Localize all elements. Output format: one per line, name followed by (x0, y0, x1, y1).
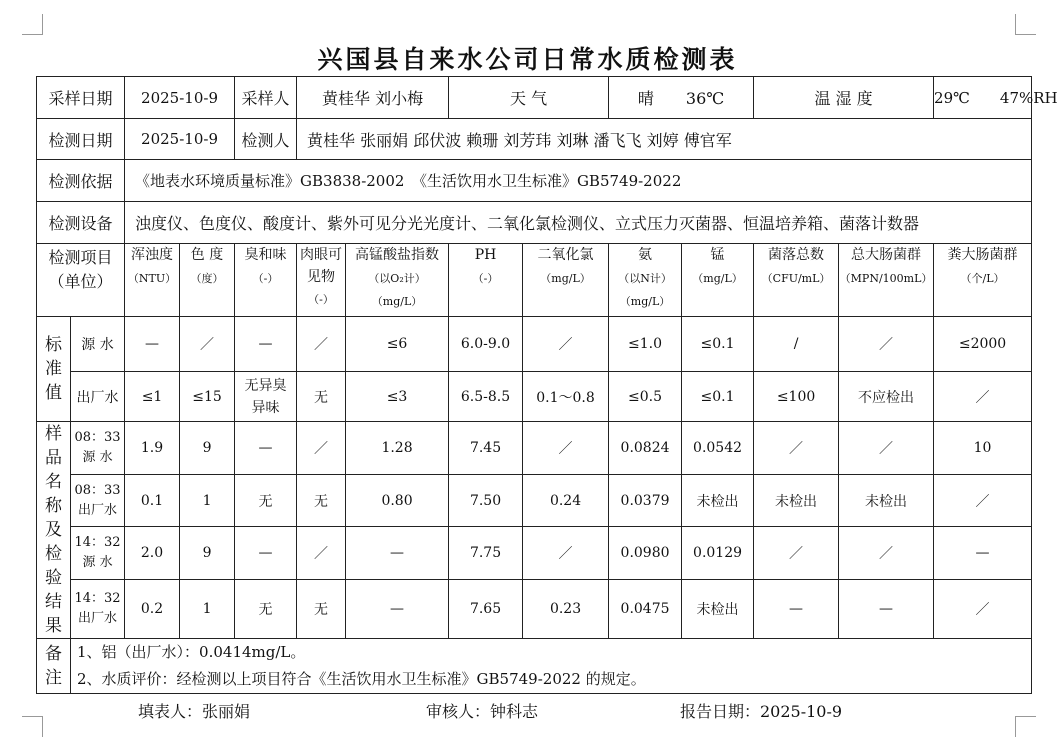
col-name: 肉眼可见物 (300, 247, 343, 285)
value-cell: 0.23 (523, 580, 609, 639)
report-date: 报告日期：2025-10-9 (680, 702, 843, 721)
reviewer-signature: 审核人：钟科志 (426, 702, 539, 721)
value-cell: 1 (180, 474, 235, 527)
document-title: 兴国县自来水公司日常水质检测表 (317, 45, 738, 74)
value-cell: 0.24 (523, 474, 609, 527)
value-cell: 0.0129 (682, 527, 754, 580)
col-unit: （mg/L） (371, 295, 423, 308)
value-cell: 无 (297, 580, 346, 639)
col-name: 臭和味 (244, 247, 287, 263)
col-name: 总大肠菌群 (851, 247, 922, 263)
filler-signature: 填表人：张丽娟 (138, 702, 251, 721)
crop-mark (22, 14, 43, 35)
col-header (934, 244, 1032, 317)
test-date-value: 2025-10-9 (125, 119, 235, 160)
standard-row-finished (37, 372, 1032, 422)
value-cell: 无 (297, 372, 346, 422)
col-name: 浑浊度 (131, 247, 174, 263)
remark-line: 1、铝（出厂水）：0.0414mg/L。 (77, 643, 306, 661)
value-cell: 无 (235, 580, 297, 639)
equipment-label: 检测设备 (37, 202, 125, 244)
equipment-row (37, 202, 1032, 244)
weather-label: 天 气 (449, 77, 609, 119)
col-header (839, 244, 934, 317)
sample-name: 出厂水 (78, 611, 118, 627)
value-cell: ≤6 (346, 317, 449, 372)
col-unit: （-） (252, 272, 279, 285)
value-cell: 0.2 (125, 580, 180, 639)
item-label-line: 检测项目 (48, 248, 113, 267)
weather-value: 晴 36℃ (609, 77, 754, 119)
water-quality-table (36, 76, 1058, 694)
sample-row (37, 580, 1032, 639)
sample-time: 14：32 (74, 535, 121, 551)
samples-label: 样品名称及检验结果 (37, 422, 71, 639)
tester-value: 黄桂华 张丽娟 邱伏波 赖珊 刘芳玮 刘琳 潘飞飞 刘婷 傅官军 (297, 119, 1032, 160)
col-name: 二氧化氯 (537, 247, 594, 263)
value-cell: 1 (180, 580, 235, 639)
value-cell: ≤1.0 (609, 317, 682, 372)
value-cell: 7.65 (449, 580, 523, 639)
col-header (235, 244, 297, 317)
value-cell: ／ (839, 422, 934, 475)
value-cell: ／ (523, 317, 609, 372)
row-name: 出厂水 (71, 372, 125, 422)
sample-name: 源 水 (82, 555, 113, 571)
value-cell: 7.45 (449, 422, 523, 475)
value-cell: — (754, 580, 839, 639)
col-unit: （-） (308, 293, 334, 306)
value-cell: 10 (934, 422, 1032, 475)
value-cell: 0.0379 (609, 474, 682, 527)
col-header (125, 244, 180, 317)
sample-id (71, 527, 125, 580)
value-cell: ≤100 (754, 372, 839, 422)
value-cell: — (125, 317, 180, 372)
sample-row (37, 527, 1032, 580)
sample-date-label: 采样日期 (37, 77, 125, 119)
value-cell: 无 (297, 474, 346, 527)
standard-label: 标准值 (37, 317, 71, 422)
value-cell: 无异臭异味 (235, 372, 297, 422)
value-cell: 9 (180, 422, 235, 475)
value-cell: 未检出 (682, 580, 754, 639)
value-cell: — (346, 580, 449, 639)
sample-time: 08：33 (74, 482, 121, 498)
humidity-label: 温 湿 度 (754, 77, 934, 119)
test-date-label: 检测日期 (37, 119, 125, 160)
col-unit: （mg/L） (540, 272, 591, 285)
col-unit: （mg/L） (619, 295, 671, 308)
sample-id (71, 580, 125, 639)
col-header (609, 244, 682, 317)
row-name: 源 水 (71, 317, 125, 372)
col-header (346, 244, 449, 317)
sample-time: 08：33 (74, 429, 121, 445)
value-cell: ／ (934, 580, 1032, 639)
item-header-row (37, 244, 1032, 317)
value-cell: 1.28 (346, 422, 449, 475)
value-cell: — (235, 317, 297, 372)
col-unit: （以N计） (618, 272, 672, 285)
value-cell: 0.0980 (609, 527, 682, 580)
humidity-value: 29℃ 47%RH (934, 77, 1032, 119)
col-name: 色 度 (190, 247, 224, 263)
col-name: PH (474, 247, 497, 263)
value-cell: 0.1～0.8 (523, 372, 609, 422)
value-cell: ≤0.5 (609, 372, 682, 422)
remarks-row (37, 639, 1032, 694)
value-cell: 0.80 (346, 474, 449, 527)
col-unit: （-） (472, 272, 499, 285)
basis-label: 检测依据 (37, 160, 125, 202)
col-header (754, 244, 839, 317)
crop-mark (22, 716, 43, 737)
col-unit: （度） (190, 272, 224, 285)
col-header (297, 244, 346, 317)
sample-name: 源 水 (82, 449, 113, 465)
sample-row (37, 474, 1032, 527)
value-cell: ≤3 (346, 372, 449, 422)
equipment-value: 浊度仪、色度仪、酸度计、紫外可见分光光度计、二氧化氯检测仪、立式压力灭菌器、恒温培养箱、菌落计数器 (125, 202, 1032, 244)
value-cell: 6.5-8.5 (449, 372, 523, 422)
value-cell: 0.0542 (682, 422, 754, 475)
value-cell: ／ (523, 527, 609, 580)
item-unit-line: （单位） (48, 272, 113, 291)
value-cell: 不应检出 (839, 372, 934, 422)
value-cell: 0.0824 (609, 422, 682, 475)
value-cell: — (839, 580, 934, 639)
crop-mark (1015, 14, 1036, 35)
col-name: 菌落总数 (768, 247, 825, 263)
sampler-value: 黄桂华 刘小梅 (297, 77, 449, 119)
value-cell: — (235, 422, 297, 475)
value-cell: ／ (934, 474, 1032, 527)
basis-row (37, 160, 1032, 202)
value-cell: ／ (297, 527, 346, 580)
col-header (523, 244, 609, 317)
col-name: 粪大肠菌群 (947, 247, 1018, 263)
value-cell: — (235, 527, 297, 580)
col-header (449, 244, 523, 317)
value-cell: 无 (235, 474, 297, 527)
col-unit: （个/L） (960, 272, 1005, 285)
value-cell: 未检出 (682, 474, 754, 527)
value-cell: 未检出 (754, 474, 839, 527)
tester-label: 检测人 (235, 119, 297, 160)
testing-row (37, 119, 1032, 160)
value-cell: ／ (934, 372, 1032, 422)
sample-id (71, 474, 125, 527)
value-cell: ／ (523, 422, 609, 475)
col-unit: （NTU） (127, 272, 177, 285)
value-cell: ≤15 (180, 372, 235, 422)
sampling-row (37, 77, 1032, 119)
col-name: 氨 (638, 247, 653, 263)
remark-line: 2、水质评价：经检测以上项目符合《生活饮用水卫生标准》GB5749-2022 的规定。 (77, 670, 646, 688)
sample-name: 出厂水 (78, 502, 118, 518)
sample-row (37, 422, 1032, 475)
col-header (180, 244, 235, 317)
remarks-body (71, 639, 1032, 694)
col-name: 高锰酸盐指数 (355, 247, 440, 263)
value-cell: ≤1 (125, 372, 180, 422)
value-cell: ／ (839, 317, 934, 372)
value-cell: 6.0-9.0 (449, 317, 523, 372)
sample-date-value: 2025-10-9 (125, 77, 235, 119)
value-cell: 2.0 (125, 527, 180, 580)
value-cell: 0.0475 (609, 580, 682, 639)
remarks-label: 备注 (37, 639, 71, 694)
value-cell: ≤0.1 (682, 317, 754, 372)
value-cell: ／ (839, 527, 934, 580)
value-cell: 7.75 (449, 527, 523, 580)
col-unit: （mg/L） (692, 272, 743, 285)
col-unit: （CFU/mL） (761, 272, 831, 285)
value-cell: ≤2000 (934, 317, 1032, 372)
col-unit: （MPN/100mL） (839, 272, 933, 285)
value-cell: 1.9 (125, 422, 180, 475)
value-cell: / (754, 317, 839, 372)
value-cell: ／ (754, 527, 839, 580)
value-cell: 7.50 (449, 474, 523, 527)
value-cell: ／ (754, 422, 839, 475)
value-cell: 0.1 (125, 474, 180, 527)
value-cell: ≤0.1 (682, 372, 754, 422)
item-label (37, 244, 125, 317)
sample-time: 14：32 (74, 591, 121, 607)
crop-mark (1015, 716, 1036, 737)
value-cell: — (934, 527, 1032, 580)
sampler-label: 采样人 (235, 77, 297, 119)
value-cell: — (346, 527, 449, 580)
standard-row-source (37, 317, 1032, 372)
col-header (682, 244, 754, 317)
sample-id (71, 422, 125, 475)
value-cell: ／ (297, 317, 346, 372)
value-cell: 9 (180, 527, 235, 580)
col-name: 锰 (710, 247, 725, 263)
col-unit: （以O₂计） (368, 272, 426, 285)
value-cell: ／ (180, 317, 235, 372)
basis-value: 《地表水环境质量标准》GB3838-2002 《生活饮用水卫生标准》GB5749-2022 (125, 160, 1032, 202)
value-cell: ／ (297, 422, 346, 475)
value-cell: 未检出 (839, 474, 934, 527)
